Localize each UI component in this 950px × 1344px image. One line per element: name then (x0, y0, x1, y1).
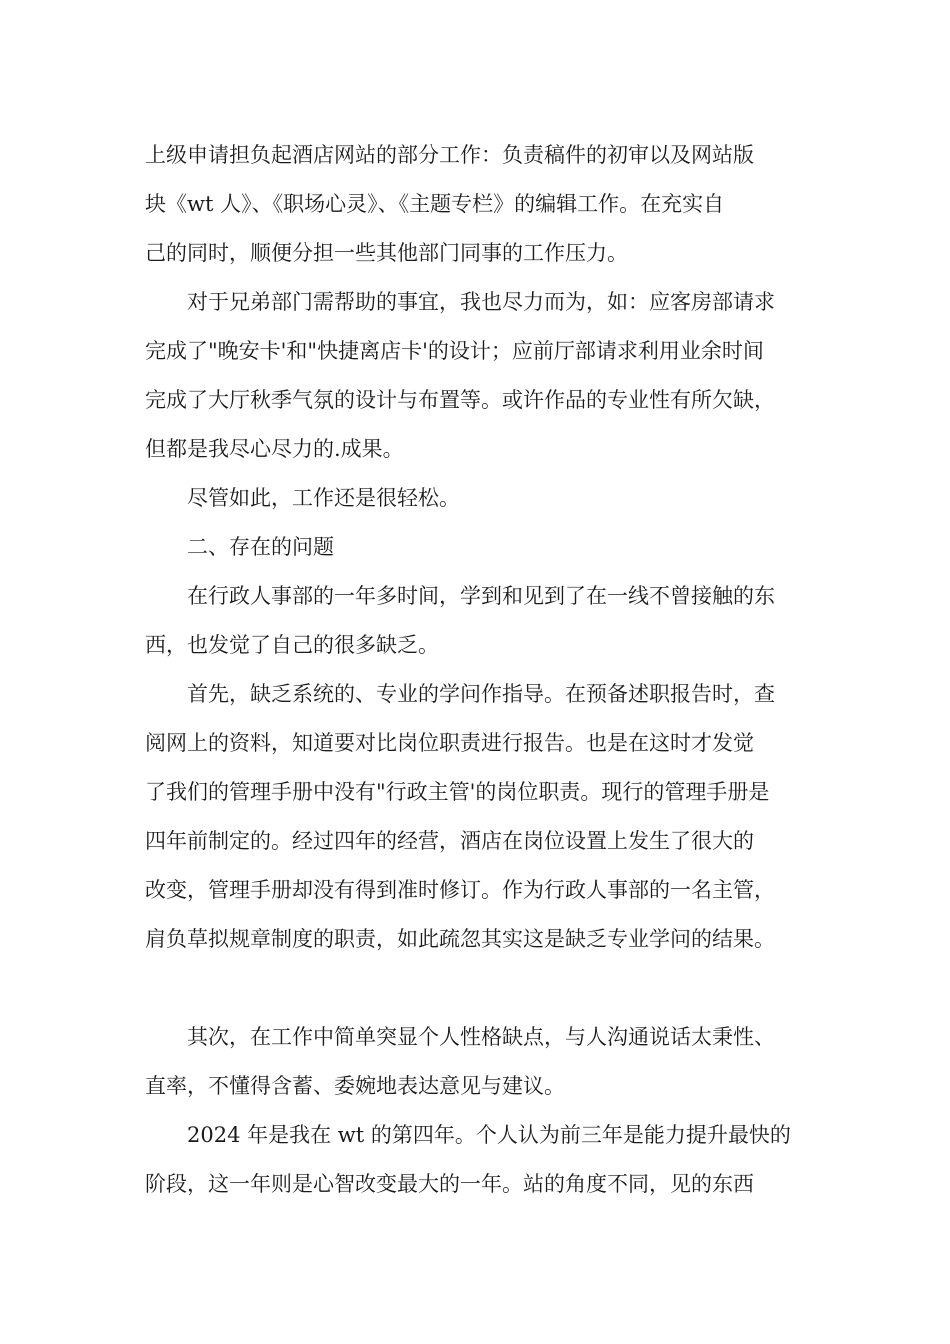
text-line: 其次，在工作中简单突显个人性格缺点，与人沟通说话太秉性、 (187, 1025, 775, 1049)
text-line: 上级申请担负起酒店网站的部分工作：负责稿件的初审以及网站版 (145, 143, 754, 167)
text-line: 首先，缺乏系统的、专业的学问作指导。在预备述职报告时，查 (187, 682, 775, 706)
paragraph-one-year (145, 572, 825, 670)
text-line: 完成了"晚安卡'和"快捷离店卡'的设计；应前厅部请求利用业余时间 (145, 339, 764, 363)
text-line: 四年前制定的。经过四年的经营，酒店在岗位设置上发生了很大的 (145, 829, 754, 853)
section-heading-problems (145, 523, 825, 572)
paragraph-first-lack (145, 670, 825, 964)
text-line: 在行政人事部的一年多时间，学到和见到了在一线不曾接触的东 (187, 584, 775, 608)
document-body (145, 131, 825, 1209)
paragraph-website-work (145, 131, 825, 278)
text-line: 尽管如此，工作还是很轻松。 (187, 486, 460, 510)
text-line: 完成了大厅秋季气氛的设计与布置等。或许作品的专业性有所欠缺， (145, 388, 775, 412)
text-line: 阶段，这一年则是心智改变最大的一年。站的角度不同，见的东西 (145, 1172, 754, 1196)
paragraph-help-departments (145, 278, 825, 474)
text-line: 了我们的管理手册中没有"行政主管'的岗位职责。现行的管理手册是 (145, 780, 770, 804)
text-line: 但都是我尽心尽力的.成果。 (145, 437, 404, 461)
text-line: 直率，不懂得含蓄、委婉地表达意见与建议。 (145, 1074, 565, 1098)
heading-text: 二、存在的问题 (187, 535, 334, 559)
text-line: 块《wt 人》、《职场心灵》、《主题专栏》的编辑工作。在充实自 (145, 192, 725, 216)
text-line: 西，也发觉了自己的很多缺乏。 (145, 633, 439, 657)
text-line: 肩负草拟规章制度的职责，如此疏忽其实这是缺乏专业学问的结果。 (145, 927, 775, 951)
text-line: 阅网上的资料，知道要对比岗位职责进行报告。也是在这时才发觉 (145, 731, 754, 755)
text-line: 改变，管理手册却没有得到准时修订。作为行政人事部的一名主管， (145, 878, 775, 902)
text-line: 2024 年是我在 wt 的第四年。个人认为前三年是能力提升最快的 (187, 1123, 791, 1147)
paragraph-fourth-year (145, 1111, 825, 1209)
paragraph-work-easy (145, 474, 825, 523)
paragraph-second-lack (145, 1013, 825, 1111)
text-line: 己的同时，顺便分担一些其他部门同事的工作压力。 (145, 241, 628, 265)
text-line: 对于兄弟部门需帮助的事宜，我也尽力而为，如：应客房部请求 (187, 290, 775, 314)
